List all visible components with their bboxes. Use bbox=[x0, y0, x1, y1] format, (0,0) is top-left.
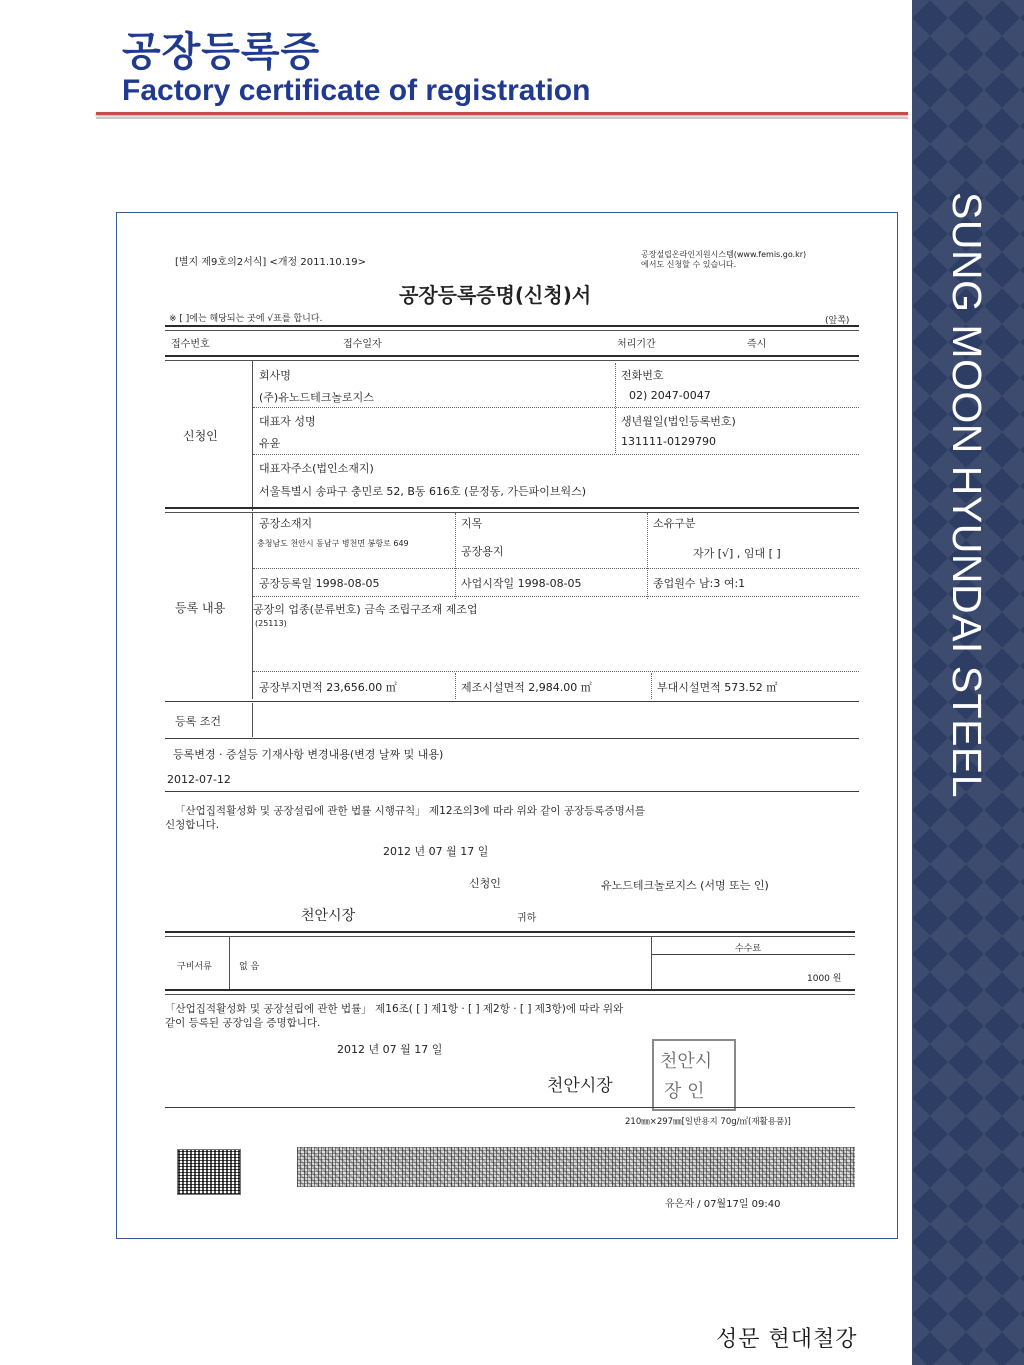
employee-count: 종업원수 남:3 여:1 bbox=[653, 577, 746, 590]
change-history-date: 2012-07-12 bbox=[167, 773, 231, 786]
certify-statement-line-1: 「산업집적활성화 및 공장설립에 관한 법률」 제16조( [ ] 제1항 · [ ] 제2항 · [ ] 제3항)에 따라 위와 bbox=[165, 1003, 624, 1015]
request-statement-line-1: 「산업집적활성화 및 공장설립에 관한 법률 시행규칙」 제12조의3에 따라 위와 같이 공장등록증명서를 bbox=[175, 805, 645, 817]
request-statement-line-2: 신청합니다. bbox=[165, 819, 220, 831]
website-note-1: 공장설립온라인지원시스템(www.femis.go.kr) bbox=[641, 250, 807, 259]
auxiliary-area: 부대시설면적 573.52 ㎡ bbox=[657, 681, 778, 694]
addressee: 천안시장 bbox=[301, 908, 356, 924]
divider bbox=[253, 454, 859, 455]
divider bbox=[165, 791, 859, 792]
representative-label: 대표자 성명 bbox=[259, 415, 316, 428]
rep-address-value: 서울특별시 송파구 충민로 52, B동 616호 (문정동, 가든파이브웍스) bbox=[259, 485, 586, 498]
divider bbox=[253, 407, 859, 408]
processing-period-label: 처리기간 bbox=[617, 339, 656, 350]
change-history-label: 등록변경 · 증설등 기재사항 변경내용(변경 날짜 및 내용) bbox=[173, 748, 444, 761]
divider bbox=[165, 931, 855, 937]
paper-spec: 210㎜×297㎜[일반용지 70g/㎡(재활용품)] bbox=[625, 1117, 791, 1127]
column-line bbox=[455, 673, 456, 699]
representative-value: 유윤 bbox=[259, 437, 281, 450]
industry-code: (25113) bbox=[255, 619, 287, 628]
column-line bbox=[647, 513, 648, 599]
receipt-date-label: 접수일자 bbox=[343, 339, 382, 350]
sidebar-company-name: SUNG MOON HYUNDAI STEEL bbox=[944, 192, 990, 799]
applicant-label: 신청인 bbox=[183, 429, 218, 443]
request-date: 2012 년 07 월 17 일 bbox=[383, 845, 489, 858]
registration-date: 공장등록일 1998-08-05 bbox=[259, 577, 380, 590]
column-line bbox=[252, 361, 253, 511]
company-name-value: (주)유노드테크놀로지스 bbox=[259, 391, 374, 404]
site-area: 공장부지면적 23,656.00 ㎡ bbox=[259, 681, 397, 694]
receipt-number-label: 접수번호 bbox=[171, 339, 210, 350]
divider bbox=[652, 954, 855, 955]
checkbox-note: ※ [ ]에는 해당되는 곳에 √표를 합니다. bbox=[169, 314, 323, 324]
factory-location-label: 공장소재지 bbox=[259, 517, 313, 530]
official-seal bbox=[652, 1039, 736, 1111]
divider bbox=[165, 738, 859, 739]
website-note-2: 에서도 신청할 수 있습니다. bbox=[641, 260, 737, 269]
divider bbox=[165, 507, 859, 513]
page-side-label: (앞쪽) bbox=[825, 316, 850, 326]
column-line bbox=[229, 937, 230, 989]
issuer: 천안시장 bbox=[547, 1076, 613, 1096]
operation-start-date: 사업시작일 1998-08-05 bbox=[461, 577, 582, 590]
form-heading: 공장등록증명(신청)서 bbox=[399, 283, 592, 307]
addressee-suffix: 귀하 bbox=[517, 913, 537, 924]
column-line bbox=[252, 703, 253, 737]
phone-label: 전화번호 bbox=[621, 369, 664, 382]
seal-text-top: 천안시 bbox=[660, 1051, 713, 1072]
seal-text-bottom: 장 인 bbox=[664, 1081, 705, 1102]
applicant-signature-label: 신청인 bbox=[469, 877, 501, 890]
phone-value: 02) 2047-0047 bbox=[629, 389, 711, 402]
certificate-image-frame bbox=[116, 212, 898, 1239]
certify-date: 2012 년 07 월 17 일 bbox=[337, 1043, 443, 1056]
form-number: [별지 제9호의2서식] <개정 2011.10.19> bbox=[175, 257, 367, 268]
birth-date-value: 131111-0129790 bbox=[621, 435, 716, 448]
divider bbox=[165, 355, 859, 361]
print-info: 유은자 / 07월17일 09:40 bbox=[665, 1199, 781, 1210]
registration-content-label: 등록 내용 bbox=[175, 601, 226, 615]
divider bbox=[253, 568, 859, 569]
land-category-value: 공장용지 bbox=[461, 545, 504, 558]
manufacturing-area: 제조시설면적 2,984.00 ㎡ bbox=[461, 681, 592, 694]
document-barcode bbox=[297, 1147, 855, 1187]
attached-documents-value: 없 음 bbox=[239, 962, 260, 972]
attached-documents-label: 구비서류 bbox=[177, 962, 212, 972]
land-category-label: 지목 bbox=[461, 517, 483, 530]
birth-date-label: 생년월일(법인등록번호) bbox=[621, 415, 736, 428]
title-underline bbox=[96, 112, 908, 120]
divider bbox=[253, 596, 859, 597]
fee-value: 1000 원 bbox=[807, 974, 842, 984]
factory-location-value: 충청남도 천안시 동남구 병천면 봉항로 649 bbox=[257, 539, 409, 548]
registration-condition-label: 등록 조건 bbox=[175, 715, 222, 728]
company-name-label: 회사명 bbox=[259, 369, 291, 382]
divider bbox=[253, 671, 859, 672]
certify-statement-line-2: 같이 등록된 공장임을 증명합니다. bbox=[165, 1017, 321, 1029]
divider bbox=[165, 989, 855, 995]
column-line bbox=[651, 937, 652, 989]
slide-title-korean: 공장등록증 bbox=[122, 29, 321, 75]
divider bbox=[165, 325, 859, 331]
column-line bbox=[455, 513, 456, 599]
fee-label: 수수료 bbox=[735, 944, 762, 954]
divider bbox=[165, 1107, 855, 1108]
footer-company-name: 성문 현대철강 bbox=[716, 1327, 858, 1352]
divider bbox=[165, 701, 859, 702]
processing-period-value: 즉시 bbox=[747, 339, 767, 350]
slide-title-english: Factory certificate of registration bbox=[122, 74, 591, 107]
column-line bbox=[615, 363, 616, 453]
rep-address-label: 대표자주소(법인소재지) bbox=[259, 462, 374, 475]
ownership-label: 소유구분 bbox=[653, 517, 696, 530]
industry-label: 공장의 업종(분류번호) 금속 조립구조재 제조업 bbox=[253, 603, 478, 616]
applicant-signature-value: 유노드테크놀로지스 (서명 또는 인) bbox=[601, 879, 769, 892]
column-line bbox=[651, 673, 652, 699]
ownership-value: 자가 [√] , 임대 [ ] bbox=[693, 547, 781, 560]
document-qr-code bbox=[177, 1149, 241, 1195]
scanned-certificate bbox=[117, 213, 897, 1238]
